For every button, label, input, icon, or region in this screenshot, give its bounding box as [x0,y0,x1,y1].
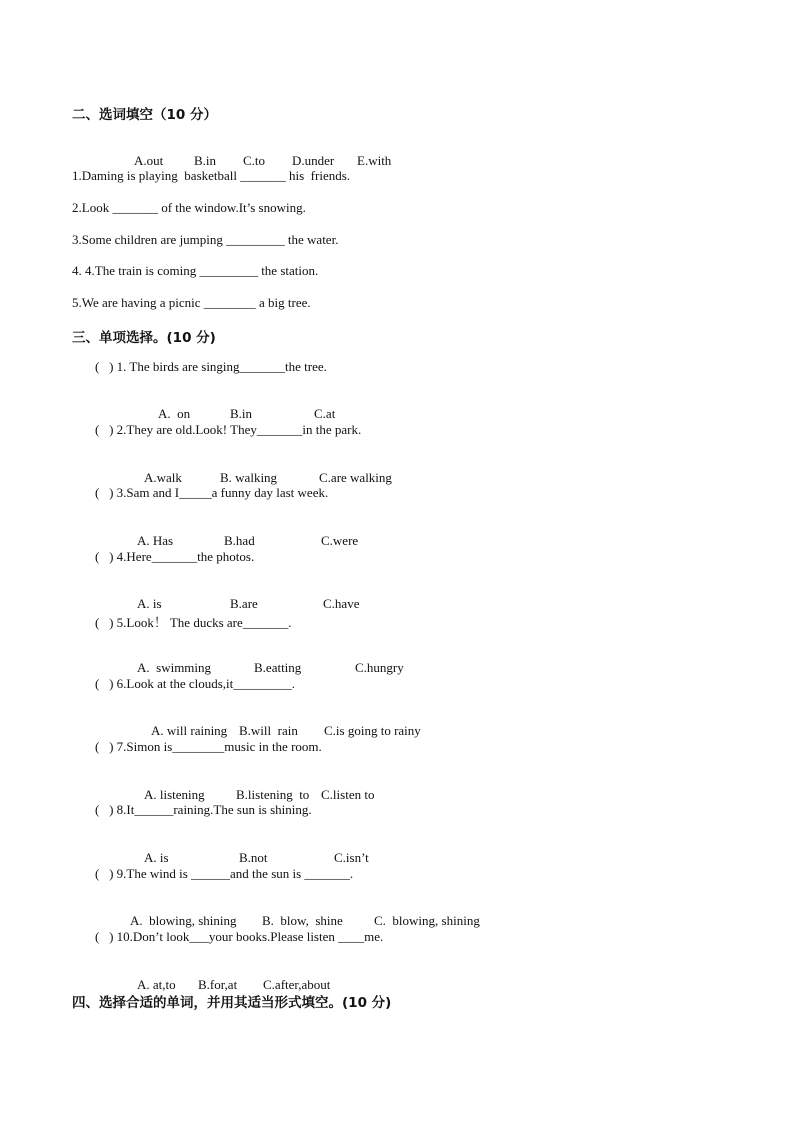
question-1-option-a: A. on [158,406,191,421]
word-option-b: B.in [194,153,217,168]
question-6-option-b: B.will rain [239,723,298,738]
question-10-option-b: B.for,at [198,977,238,992]
question-2-option-a: A.walk [144,470,182,485]
word-option-a: A.out [134,153,164,168]
question-7-stem: ( ) 7.Simon is________music in the room. [95,739,322,754]
question-2-stem: ( ) 2.They are old.Look! They_______in the park. [95,422,362,437]
question-5-option-c: C.hungry [355,660,404,675]
section3-title: 三、单项选择。(10 分) [72,330,216,346]
question-3-option-a: A. Has [137,533,174,548]
question-5-option-b: B.eatting [254,660,302,675]
question-10-option-a: A. at,to [137,977,176,992]
question-4-option-c: C.have [323,596,360,611]
question-5-stem: ( ) 5.Look！ The ducks are_______. [95,615,292,630]
question-9-option-c: C. blowing, shining [374,913,480,928]
question-1-option-b: B.in [230,406,253,421]
question-6-stem: ( ) 6.Look at the clouds,it_________. [95,676,296,691]
question-8-option-a: A. is [144,850,169,865]
question-8-option-b: B.not [239,850,268,865]
question-10-option-c: C.after,about [263,977,331,992]
question-7-option-c: C.listen to [321,787,375,802]
question-7-option-b: B.listening to [236,787,310,802]
question-10-stem: ( ) 10.Don’t look___your books.Please listen ____me. [95,929,384,944]
question-1-stem: ( ) 1. The birds are singing_______the tree. [95,359,327,374]
section2-sentence-2: 2.Look _______ of the window.It’s snowing. [72,200,306,215]
question-7-option-a: A. listening [144,787,205,802]
question-9-option-b: B. blow, shine [262,913,343,928]
question-2-option-c: C.are walking [319,470,392,485]
question-4-option-a: A. is [137,596,162,611]
question-9-option-a: A. blowing, shining [130,913,237,928]
section2-sentence-3: 3.Some children are jumping _________ the water. [72,232,339,247]
section4-title: 四、选择合适的单词，并用其适当形式填空。(10 分) [72,995,392,1011]
question-4-stem: ( ) 4.Here_______the photos. [95,549,255,564]
word-option-c: C.to [243,153,266,168]
section2-sentence-4: 4. 4.The train is coming _________ the station. [72,263,319,278]
question-3-option-c: C.were [321,533,359,548]
section2-sentence-5: 5.We are having a picnic ________ a big tree. [72,295,311,310]
question-6-option-a: A. will raining [151,723,228,738]
question-4-option-b: B.are [230,596,258,611]
question-3-option-b: B.had [224,533,255,548]
question-2-option-b: B. walking [220,470,278,485]
question-5-option-a: A. swimming [137,660,212,675]
word-option-e: E.with [357,153,392,168]
question-1-option-c: C.at [314,406,336,421]
question-3-stem: ( ) 3.Sam and I_____a funny day last week. [95,485,329,500]
question-8-option-c: C.isn’t [334,850,369,865]
word-option-d: D.under [292,153,335,168]
question-9-stem: ( ) 9.The wind is ______and the sun is _______. [95,866,354,881]
question-6-option-c: C.is going to rainy [324,723,421,738]
section2-title: 二、选词填空（10 分） [72,107,217,123]
section2-sentence-1: 1.Daming is playing basketball _______ his friends. [72,168,351,183]
question-8-stem: ( ) 8.It______raining.The sun is shining. [95,802,312,817]
